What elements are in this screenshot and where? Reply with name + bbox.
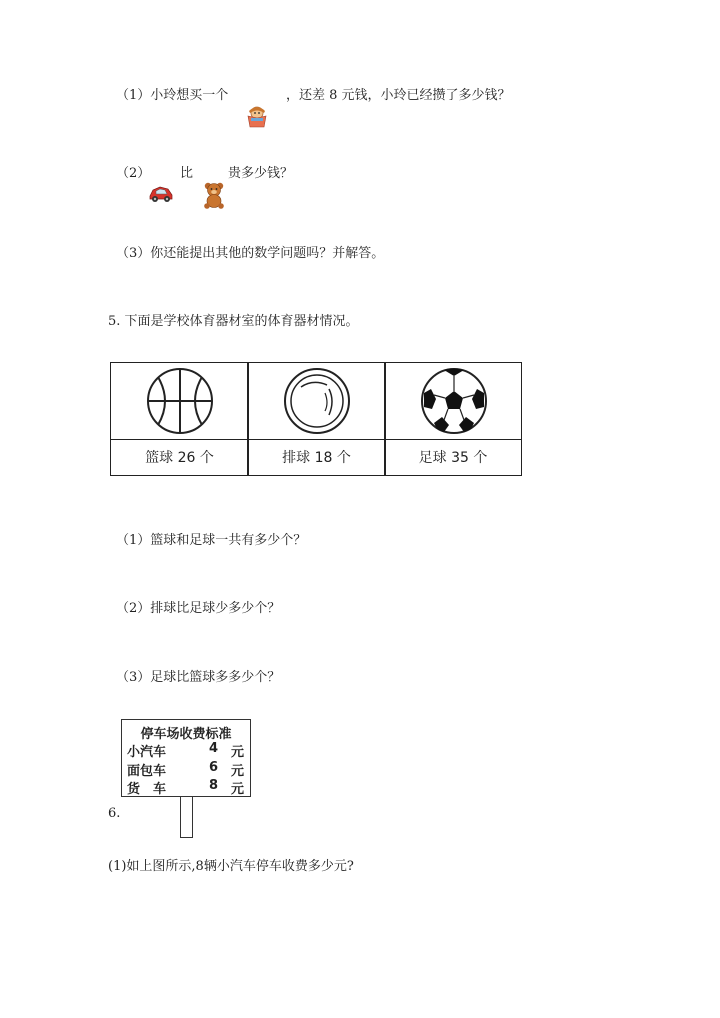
- parking-fee-sign: [121, 719, 251, 797]
- sign-row-name: 面包车: [127, 764, 167, 779]
- basketball-cell: [111, 363, 248, 475]
- volleyball-cell: [248, 363, 385, 475]
- q4-sub1-text-b: ，还差 8 元钱，小玲已经攒了多少钱？: [286, 88, 511, 103]
- volleyball-icon: [283, 367, 351, 435]
- teddy-bear-icon: [201, 181, 227, 209]
- soccer-ball-icon: [420, 367, 488, 435]
- q5-sub1-text: （1）篮球和足球一共有多少个？: [116, 533, 307, 548]
- q4-sub2-text-c: 贵多少钱？: [228, 166, 294, 181]
- volleyball-label: 排球 18 个: [282, 450, 351, 466]
- toy-car-icon: [148, 184, 174, 204]
- soccer-label: 足球 35 个: [418, 450, 488, 466]
- q6-sub1-text: (1)如上图所示,8辆小汽车停车收费多少元?: [108, 859, 354, 874]
- sign-row-name: 货 车: [127, 782, 167, 797]
- basketball-label: 篮球 26 个: [145, 450, 214, 466]
- basketball-icon: [146, 367, 214, 435]
- sports-equipment-table: [110, 362, 522, 476]
- q5-sub3-text: （3）足球比篮球多多少个？: [116, 670, 281, 685]
- parking-fee-sign-title: 停车场收费标准: [140, 727, 232, 742]
- sign-post: [180, 797, 193, 838]
- q6-number: 6.: [108, 806, 121, 821]
- q4-sub1-text-a: （1）小玲想买一个: [116, 88, 229, 103]
- sign-row-price: 4: [208, 741, 218, 756]
- sign-row-unit: 元: [230, 764, 244, 779]
- soccer-cell: [385, 363, 521, 475]
- sign-row: [127, 741, 244, 759]
- q5-sub2-text: （2）排球比足球少多少个？: [116, 601, 281, 616]
- sign-row: [127, 778, 244, 796]
- sign-row-price: 6: [208, 760, 218, 775]
- sign-row-unit: 元: [230, 745, 244, 760]
- q4-sub2-text-b: 比: [180, 166, 194, 181]
- q4-sub2-text-a: （2）: [116, 166, 151, 181]
- q5-title: 5. 下面是学校体育器材室的体育器材情况。: [108, 314, 359, 329]
- sign-row-name: 小汽车: [127, 745, 167, 760]
- doll-icon: [242, 104, 272, 130]
- sign-row: [127, 760, 244, 778]
- sign-row-unit: 元: [230, 782, 244, 797]
- sign-row-price: 8: [208, 778, 218, 793]
- q4-sub3-text: （3）你还能提出其他的数学问题吗？并解答。: [116, 246, 385, 261]
